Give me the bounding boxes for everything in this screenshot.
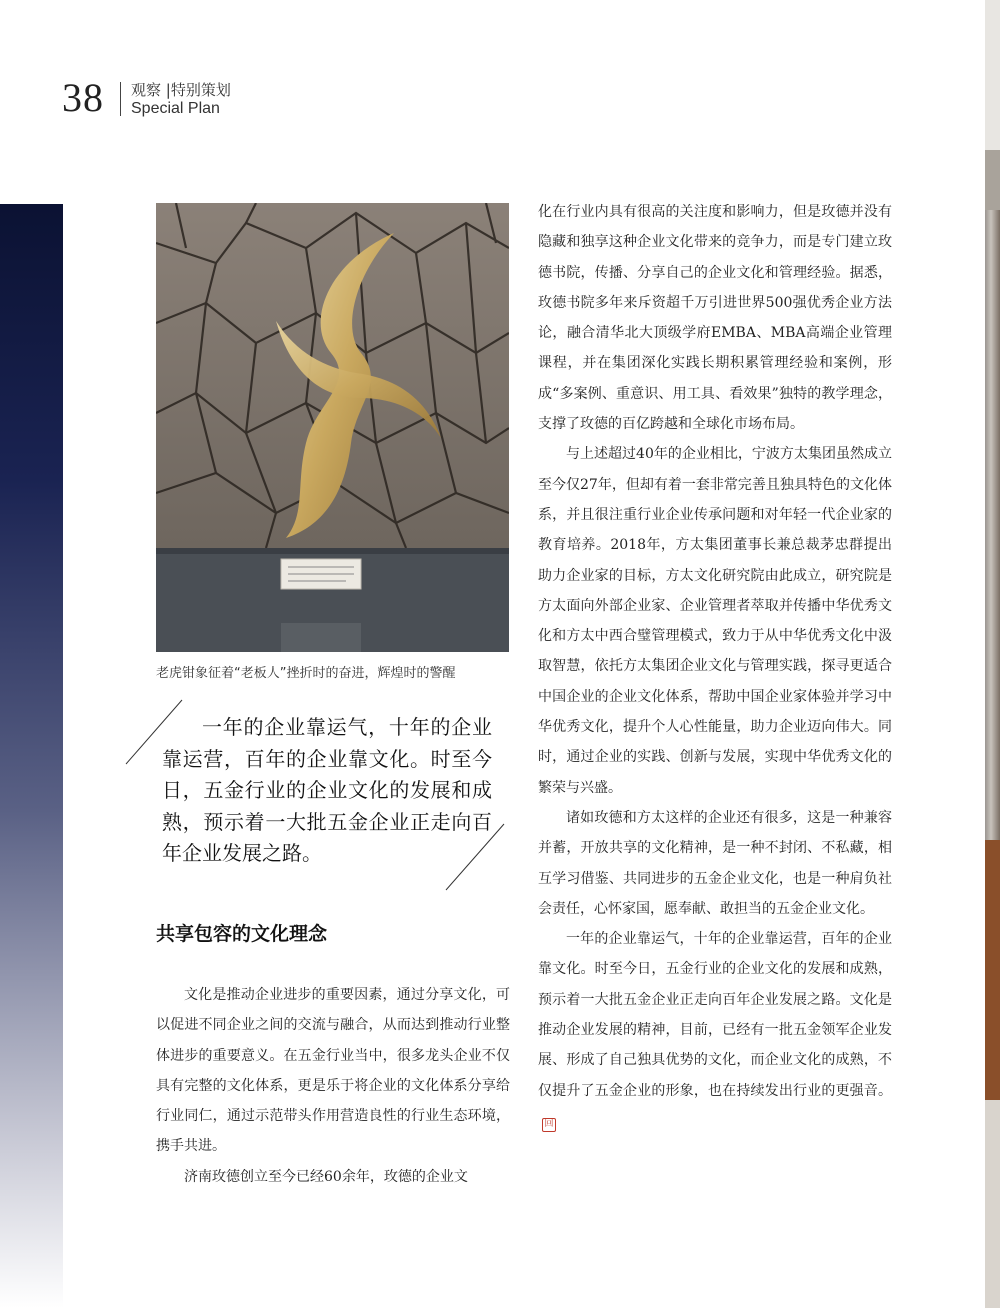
paragraph: 济南玫德创立至今已经60余年，玫德的企业文 <box>184 1168 468 1185</box>
quote-diagonal-bottom <box>444 822 506 892</box>
photo-caption: 老虎钳象征着“老板人”挫折时的奋进，辉煌时的警醒 <box>156 666 456 681</box>
section-label-en: Special Plan <box>131 100 220 117</box>
paragraph: 与上述超过40年的企业相比，宁波方太集团虽然成立至今仅27年，但却有着一套非常完善且独具特色的文化体系，并且很注重行业企业传承问题和对年轻一代企业家的教育培养。2018年，方太集团董事长兼总裁茅忠群提出助力企业家的目标，方太文化研究院由此成立，研究院是方太面向外部企业家、企业管理者萃取并传播中华优秀文化和方太中西合璧管理模式，致力于从中华优秀文化中汲取智慧，依托方太集团企业文化与管理实践，探寻更适合中国企业的企业文化体系，帮助中国企业家体验并学习中华优秀文化，提升个人心性能量，助力企业迈向伟大。同时，通过企业的实践、创新与发展，实现中华优秀文化的繁荣与兴盛。 <box>538 446 892 796</box>
section-label-cn: 观察 |特别策划 <box>131 81 231 99</box>
page-number: 38 <box>62 75 104 120</box>
right-edge-photo-strip <box>985 0 1000 1308</box>
paragraph: 化在行业内具有很高的关注度和影响力，但是玫德并没有隐藏和独享这种企业文化带来的竞争力，而是专门建立玫德书院，传播、分享自己的企业文化和管理经验。据悉，玫德书院多年来斥资超千万引进世界500强优秀企业方法论，融合清华北大顶级学府EMBA、MBA高端企业管理课程，并在集团深化实践长期积累管理经验和案例，形成“多案例、重意识、用工具、看效果”独特的教学理念，支撑了玫德的百亿跨越和全球化市场布局。 <box>538 204 892 433</box>
paragraph-text: 一年的企业靠运气，十年的企业靠运营，百年的企业靠文化。时至今日，五金行业的企业文化的发展和成熟，预示着一大批五金企业正走向百年企业发展之路。文化是推动企业发展的精神，目前，已经有一批五金领军企业发展、形成了自己独具优势的文化，而企业文化的成熟，不仅提升了五金企业的形象，也在持续发出行业的更强音。 <box>538 931 892 1099</box>
left-gradient-bar <box>0 204 63 1308</box>
tiger-pincers-sculpture-image <box>156 203 509 652</box>
pull-quote <box>162 712 492 870</box>
header-divider <box>120 82 121 116</box>
paragraph <box>538 924 892 1136</box>
paragraph: 诸如玫德和方太这样的企业还有很多，这是一种兼容并蓄，开放共享的文化精神，是一种不封闭、不私藏，相互学习借鉴、共同进步的五金企业文化，也是一种肩负社会责任，心怀家国，愿奉献、敢担当的五金企业文化。 <box>538 809 892 917</box>
sculpture-illustration <box>156 203 509 652</box>
left-text-column <box>156 980 510 1192</box>
paragraph: 文化是推动企业进步的重要因素，通过分享文化，可以促进不同企业之间的交流与融合，从而达到推动行业整体进步的重要意义。在五金行业当中，很多龙头企业不仅具有完整的文化体系，更是乐于将企业的文化体系分享给行业同仁，通过示范带头作用营造良性的行业生态环境，携手共进。 <box>156 987 510 1155</box>
end-mark-icon: 回 <box>542 1118 556 1132</box>
pull-quote-text: 一年的企业靠运气，十年的企业靠运营，百年的企业靠文化。时至今日，五金行业的企业文化的发展和成熟，预示着一大批五金企业正走向百年企业发展之路。 <box>162 715 492 865</box>
section-title: 共享包容的文化理念 <box>156 923 328 945</box>
right-text-column <box>538 197 892 1136</box>
